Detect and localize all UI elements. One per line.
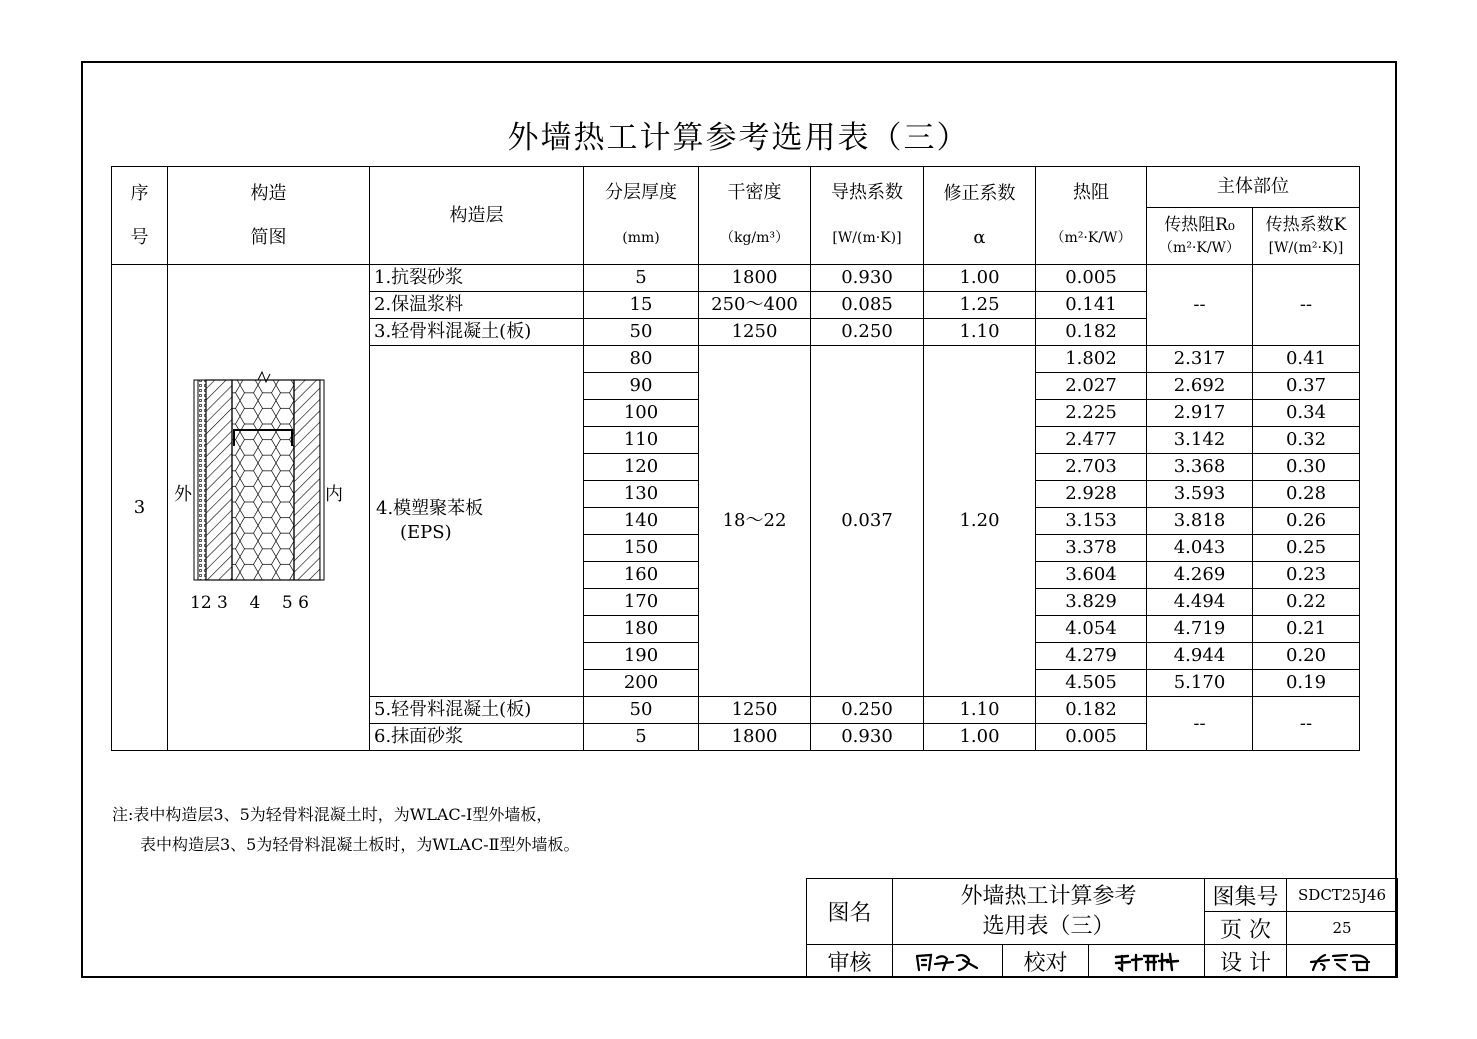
page-label: 页 次: [1205, 912, 1287, 945]
header-conductivity: 导热系数 [W/(m·K)]: [811, 167, 924, 265]
review-label: 审核: [807, 945, 893, 978]
correction-cell: 1.10: [924, 697, 1036, 724]
atlas-label: 图集号: [1205, 879, 1287, 912]
density-cell: 1250: [699, 697, 811, 724]
resistance-cell: 3.604: [1036, 562, 1147, 589]
thickness-cell: 50: [584, 319, 699, 346]
header-layer: 构造层: [370, 167, 584, 265]
r0-cell: 3.818: [1147, 508, 1253, 535]
thickness-cell: 160: [584, 562, 699, 589]
r0-cell: 3.368: [1147, 454, 1253, 481]
k-cell: 0.32: [1253, 427, 1360, 454]
page-title: 外墙热工计算参考选用表（三）: [507, 120, 970, 156]
design-signature: [1287, 945, 1398, 978]
resistance-cell: 3.378: [1036, 535, 1147, 562]
r0-cell: 4.043: [1147, 535, 1253, 562]
conductivity-cell: 0.250: [811, 319, 924, 346]
resistance-cell: 3.153: [1036, 508, 1147, 535]
r0-cell: 4.944: [1147, 643, 1253, 670]
layer-name-eps: 4.模塑聚苯板 (EPS): [370, 346, 584, 697]
outside-label: 外: [174, 483, 192, 505]
correction-cell: 1.00: [924, 724, 1036, 751]
resistance-cell: 0.141: [1036, 292, 1147, 319]
check-signature: [1089, 945, 1205, 978]
conductivity-cell: 0.037: [811, 346, 924, 697]
k-cell: 0.37: [1253, 373, 1360, 400]
layer-name: 1.抗裂砂浆: [370, 265, 584, 292]
thickness-cell: 80: [584, 346, 699, 373]
diagram-cell: [168, 265, 370, 751]
r0-cell: 2.317: [1147, 346, 1253, 373]
density-cell: 1250: [699, 319, 811, 346]
thickness-cell: 90: [584, 373, 699, 400]
header-density: 干密度 （kg/m³）: [699, 167, 811, 265]
k-cell: 0.23: [1253, 562, 1360, 589]
seq-cell: 3: [112, 265, 168, 751]
resistance-cell: 2.928: [1036, 481, 1147, 508]
thickness-cell: 200: [584, 670, 699, 697]
k-cell: 0.28: [1253, 481, 1360, 508]
k-cell: --: [1253, 265, 1360, 346]
header-diagram: 构造 简图: [168, 167, 370, 265]
thermal-table: [111, 166, 1360, 751]
density-cell: 18～22: [699, 346, 811, 697]
k-cell: 0.26: [1253, 508, 1360, 535]
thickness-cell: 180: [584, 616, 699, 643]
atlas-value: SDCT25J46: [1287, 879, 1398, 912]
density-cell: 1800: [699, 265, 811, 292]
k-cell: 0.25: [1253, 535, 1360, 562]
thickness-cell: 110: [584, 427, 699, 454]
layer-name: 6.抹面砂浆: [370, 724, 584, 751]
k-cell: 0.34: [1253, 400, 1360, 427]
r0-cell: 5.170: [1147, 670, 1253, 697]
r0-cell: --: [1147, 697, 1253, 751]
header-seq: 序 号: [112, 167, 168, 265]
r0-cell: 2.917: [1147, 400, 1253, 427]
resistance-cell: 0.182: [1036, 697, 1147, 724]
thickness-cell: 5: [584, 265, 699, 292]
resistance-cell: 2.703: [1036, 454, 1147, 481]
drawing-name-label: 图名: [807, 879, 893, 945]
k-cell: 0.22: [1253, 589, 1360, 616]
density-cell: 1800: [699, 724, 811, 751]
notes: [112, 800, 580, 860]
resistance-cell: 2.225: [1036, 400, 1147, 427]
k-cell: 0.21: [1253, 616, 1360, 643]
note-line: 表中构造层3、5为轻骨料混凝土板时，为WLAC-Ⅱ型外墙板。: [140, 835, 580, 854]
r0-cell: 4.719: [1147, 616, 1253, 643]
r0-cell: 2.692: [1147, 373, 1253, 400]
k-cell: 0.20: [1253, 643, 1360, 670]
review-signature-image: [913, 950, 983, 974]
resistance-cell: 4.279: [1036, 643, 1147, 670]
drawing-name: 外墙热工计算参考 选用表（三）: [893, 879, 1205, 945]
conductivity-cell: 0.930: [811, 265, 924, 292]
layer-name: 5.轻骨料混凝土(板): [370, 697, 584, 724]
header-r0: 传热阻R₀ （m²·K/W）: [1147, 208, 1253, 265]
thickness-cell: 150: [584, 535, 699, 562]
thickness-cell: 15: [584, 292, 699, 319]
thickness-cell: 5: [584, 724, 699, 751]
correction-cell: 1.10: [924, 319, 1036, 346]
page-value: 25: [1287, 912, 1398, 945]
check-signature-image: [1112, 950, 1182, 974]
conductivity-cell: 0.250: [811, 697, 924, 724]
correction-cell: 1.00: [924, 265, 1036, 292]
resistance-cell: 2.027: [1036, 373, 1147, 400]
header-thickness: 分层厚度 (mm): [584, 167, 699, 265]
design-label: 设 计: [1205, 945, 1287, 978]
layer-name: 3.轻骨料混凝土(板): [370, 319, 584, 346]
r0-cell: 4.494: [1147, 589, 1253, 616]
design-signature-image: [1307, 950, 1377, 974]
thickness-cell: 120: [584, 454, 699, 481]
conductivity-cell: 0.930: [811, 724, 924, 751]
note-line: 注:表中构造层3、5为轻骨料混凝土时，为WLAC-Ⅰ型外墙板，: [112, 805, 553, 824]
r0-cell: 3.593: [1147, 481, 1253, 508]
resistance-cell: 1.802: [1036, 346, 1147, 373]
correction-cell: 1.25: [924, 292, 1036, 319]
header-k: 传热系数K [W/(m²·K)]: [1253, 208, 1360, 265]
layer-name: 2.保温浆料: [370, 292, 584, 319]
check-label: 校对: [1003, 945, 1089, 978]
thickness-cell: 140: [584, 508, 699, 535]
r0-cell: --: [1147, 265, 1253, 346]
resistance-cell: 0.005: [1036, 265, 1147, 292]
resistance-cell: 4.054: [1036, 616, 1147, 643]
thickness-cell: 100: [584, 400, 699, 427]
resistance-cell: 0.182: [1036, 319, 1147, 346]
resistance-cell: 3.829: [1036, 589, 1147, 616]
layer-numbers: 12 3 4 5 6: [190, 592, 309, 613]
thickness-cell: 50: [584, 697, 699, 724]
title-block: [806, 878, 1398, 978]
thickness-cell: 170: [584, 589, 699, 616]
r0-cell: 3.142: [1147, 427, 1253, 454]
resistance-cell: 0.005: [1036, 724, 1147, 751]
thickness-cell: 190: [584, 643, 699, 670]
header-correction: 修正系数 α: [924, 167, 1036, 265]
k-cell: 0.41: [1253, 346, 1360, 373]
resistance-cell: 2.477: [1036, 427, 1147, 454]
wall-section-diagram: [168, 268, 370, 748]
correction-cell: 1.20: [924, 346, 1036, 697]
header-main-part: 主体部位: [1147, 167, 1360, 208]
r0-cell: 4.269: [1147, 562, 1253, 589]
review-signature: [893, 945, 1003, 978]
k-cell: 0.19: [1253, 670, 1360, 697]
thickness-cell: 130: [584, 481, 699, 508]
density-cell: 250～400: [699, 292, 811, 319]
k-cell: 0.30: [1253, 454, 1360, 481]
conductivity-cell: 0.085: [811, 292, 924, 319]
inside-label: 内: [325, 483, 343, 505]
header-resistance: 热阻 （m²·K/W）: [1036, 167, 1147, 265]
resistance-cell: 4.505: [1036, 670, 1147, 697]
k-cell: --: [1253, 697, 1360, 751]
